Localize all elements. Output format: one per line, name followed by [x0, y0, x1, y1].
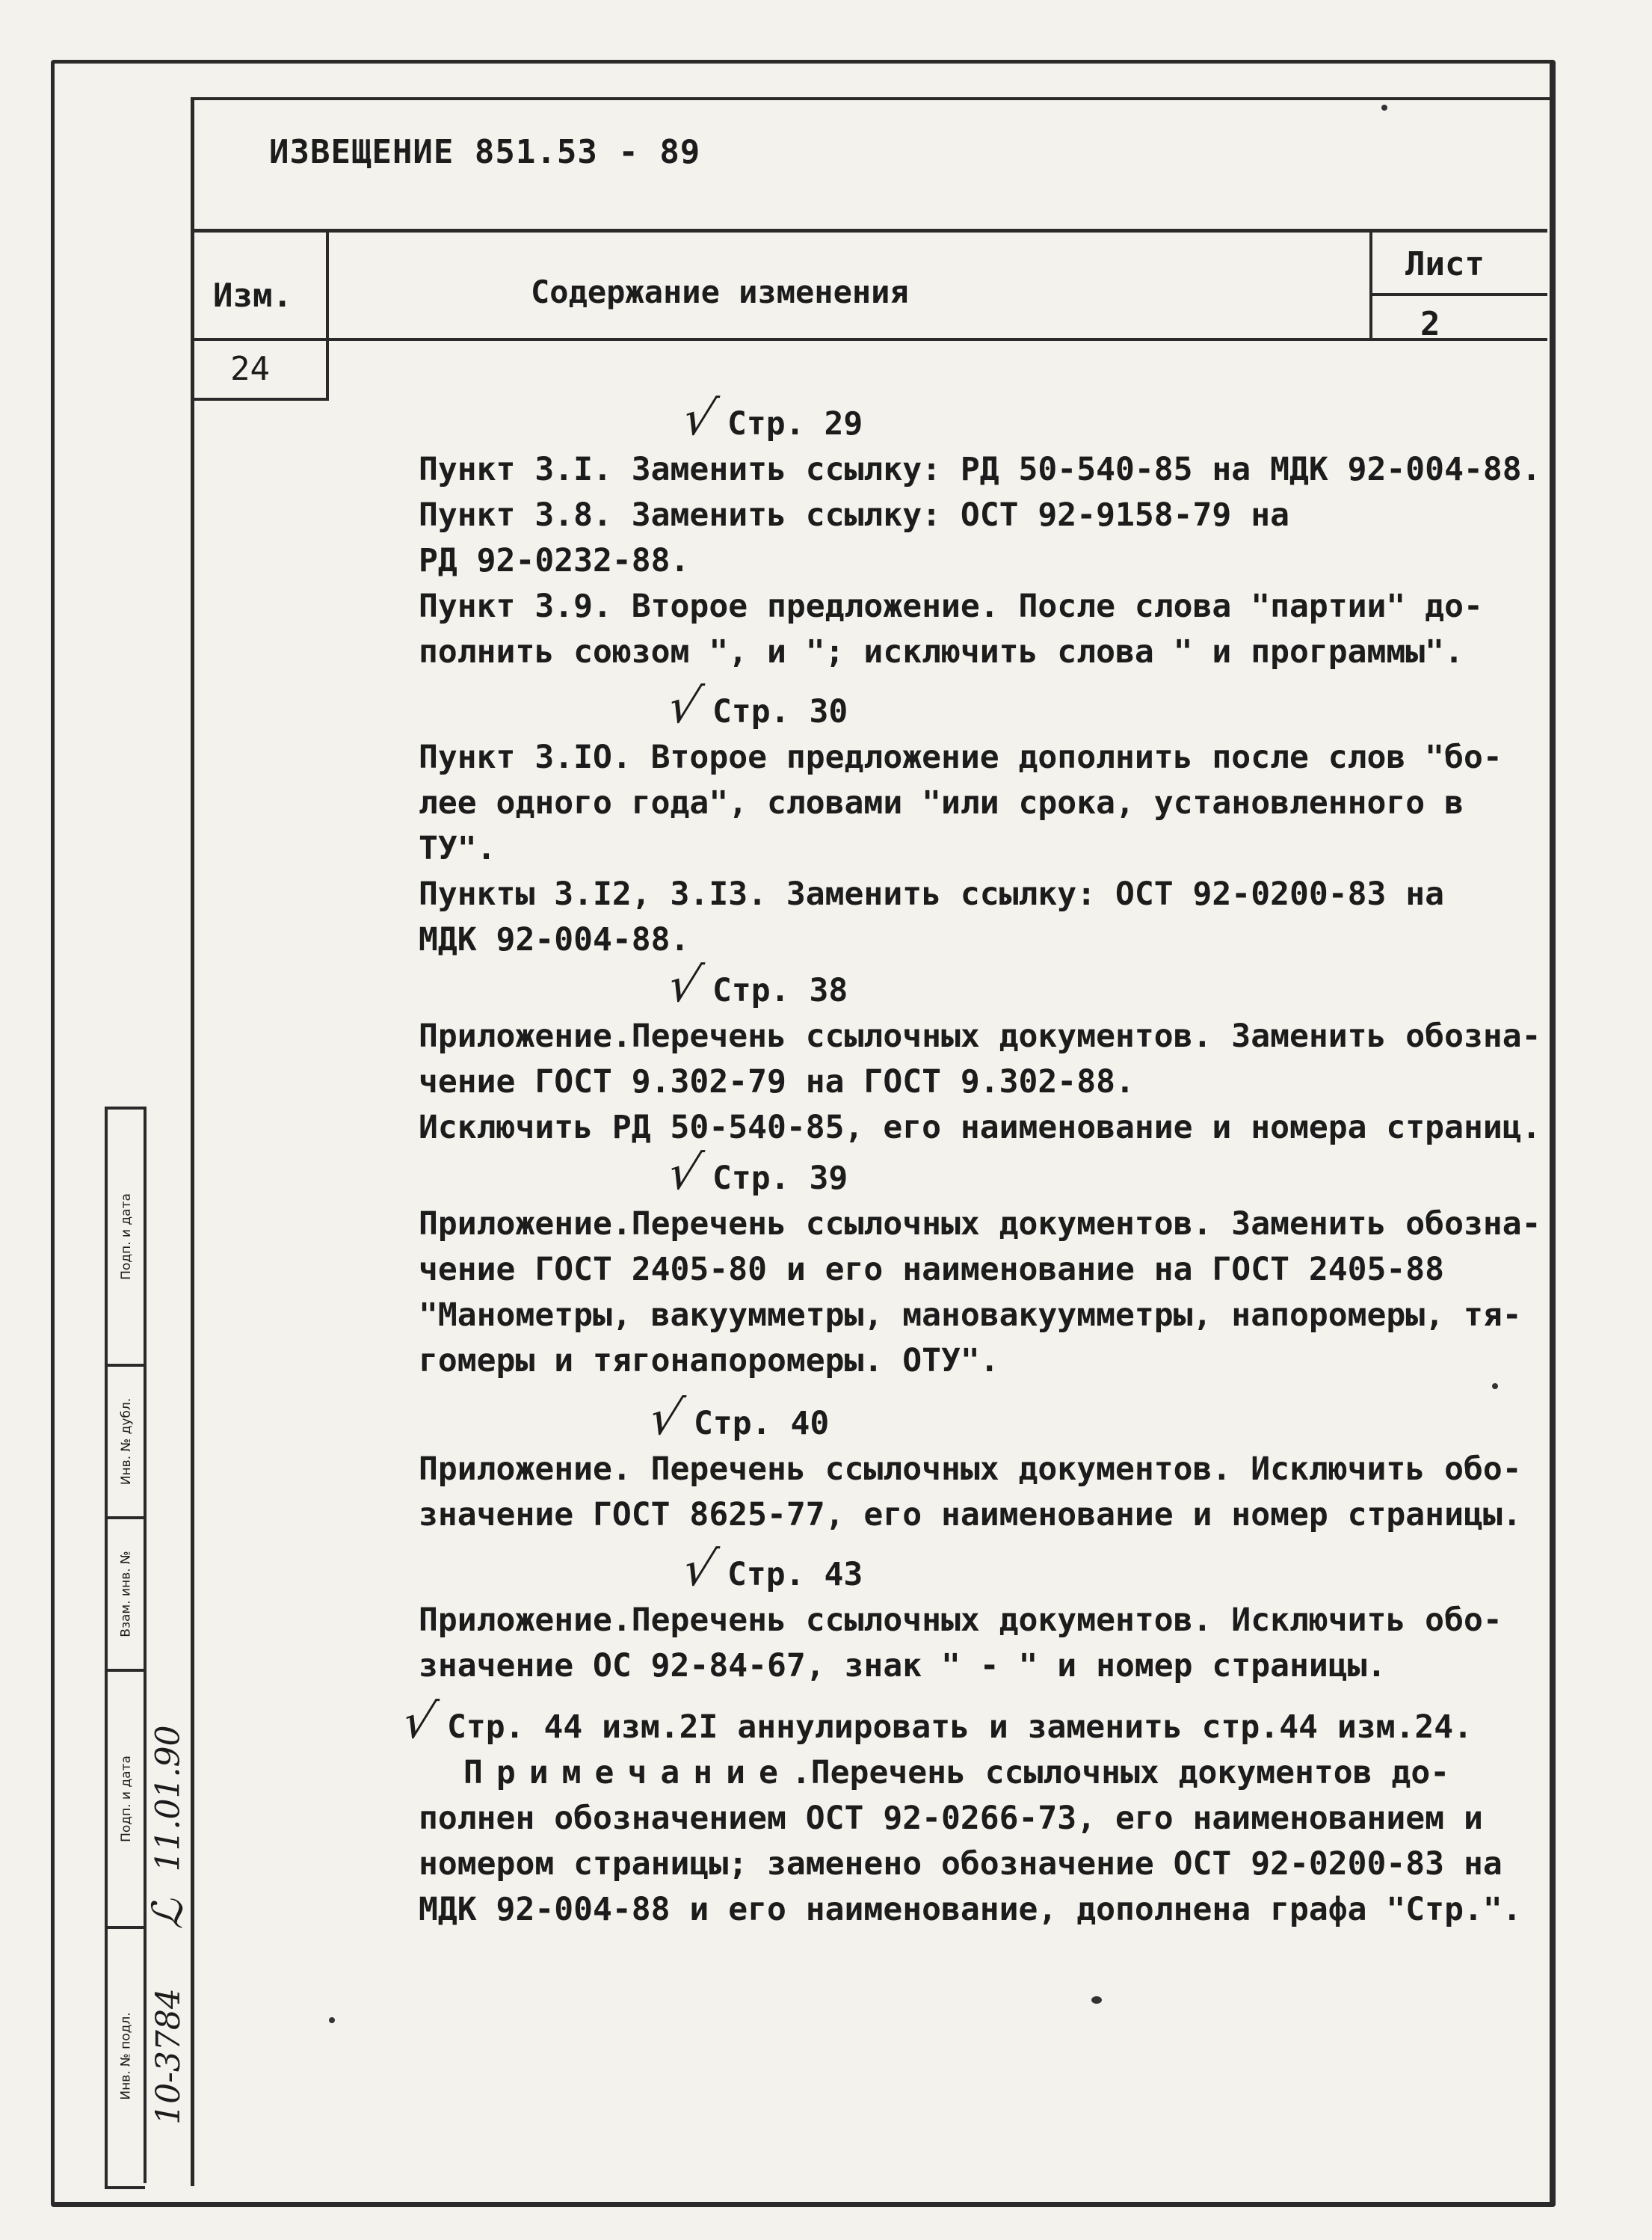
notice-title: ИЗВЕЩЕНИЕ 851.53 - 89: [269, 133, 701, 171]
scan-speck: [1091, 1996, 1102, 2004]
content-line: Пункты 3.I2, 3.I3. Заменить ссылку: ОСТ 92-0200-83 на: [419, 876, 1445, 913]
content-line: чение ГОСТ 2405-80 и его наименование на ГОСТ 2405-88: [419, 1251, 1445, 1288]
change-content: [396, 391, 1541, 1933]
content-line: чение ГОСТ 9.302-79 на ГОСТ 9.302-88.: [419, 1063, 1135, 1101]
handwritten-inventory-number: 10-3784: [149, 1987, 188, 2125]
sheet-cell-divider: [1369, 293, 1547, 296]
content-line: Пункт 3.9. Второе предложение. После слова "партии" до-: [419, 588, 1483, 625]
content-line: значение ОС 92-84-67, знак " - " и номер страницы.: [419, 1647, 1387, 1684]
content-line: Приложение.Перечень ссылочных документов. Заменить обозна-: [419, 1018, 1541, 1055]
handwritten-date: 11.01.90: [149, 1725, 188, 1871]
content-line: Исключить РД 50-540-85, его наименование и номера страниц.: [419, 1109, 1541, 1146]
header-content-label: Содержание изменения: [531, 274, 909, 310]
header-sheet-label: Лист: [1405, 245, 1485, 283]
stamp-field-orig-inv: Инв. № подл.: [119, 2012, 135, 2100]
content-line: значение ГОСТ 8625-77, его наименование и номер страницы.: [419, 1496, 1522, 1533]
content-line: Пункт 3.8. Заменить ссылку: ОСТ 92-9158-79 на: [419, 496, 1289, 534]
page-ref-39: √ Стр. 39: [662, 1145, 848, 1201]
content-line: Пункт 3.IO. Второе предложение дополнить после слов "бо-: [419, 739, 1502, 776]
scan-speck: [329, 2017, 335, 2023]
page-ref-30: √ Стр. 30: [662, 679, 848, 734]
note-line: Примечание.Перечень ссылочных документов до-: [463, 1754, 1450, 1791]
content-line: полнить союзом ", и "; исключить слова " и программы".: [419, 633, 1464, 671]
content-line: Приложение.Перечень ссылочных документов. Исключить обо-: [419, 1601, 1502, 1639]
check-mark: √: [643, 1391, 688, 1446]
scan-speck: [1381, 105, 1387, 111]
content-line: √ Стр. 44 изм.2I аннулировать и заменить стр.44 изм.24.: [396, 1694, 1473, 1750]
note-word: Примечание: [463, 1754, 792, 1791]
check-mark: √: [396, 1694, 442, 1750]
page-ref-40: √ Стр. 40: [643, 1391, 830, 1446]
change-number: 24: [230, 350, 270, 388]
stamp-field-replace-inv: Взам. инв. №: [108, 1519, 145, 1672]
page-ref-29: √ Стр. 29: [676, 391, 863, 446]
content-line: МДК 92-004-88 и его наименование, дополнена графа "Стр.".: [419, 1891, 1522, 1928]
content-line: МДК 92-004-88.: [419, 921, 690, 959]
header-divider: [191, 229, 1547, 233]
stamp-field-dup-inv: Инв. № дубл.: [108, 1367, 145, 1519]
content-line: Пункт 3.I. Заменить ссылку: РД 50-540-85 на МДК 92-004-88.: [419, 451, 1541, 488]
content-line: номером страницы; заменено обозначение ОСТ 92-0200-83 на: [419, 1845, 1502, 1883]
content-line: Приложение.Перечень ссылочных документов. Заменить обозна-: [419, 1205, 1541, 1243]
content-line: гомеры и тягонапоромеры. ОТУ".: [419, 1342, 999, 1379]
header-col-divider-2: [1369, 229, 1372, 341]
content-line: лее одного года", словами "или срока, установленного в: [419, 784, 1464, 822]
content-line: РД 92-0232-88.: [419, 542, 690, 579]
stamp-field-sign-date-1: Подп. и дата: [108, 1110, 145, 1367]
check-mark: √: [662, 958, 707, 1013]
sheet-number: 2: [1420, 305, 1440, 343]
side-stamp: [105, 1107, 145, 2189]
handwritten-signature-icon: ℒ: [144, 1898, 193, 1930]
content-line: "Манометры, вакуумметры, мановакуумметры, напоромеры, тя-: [419, 1296, 1522, 1334]
scan-speck: [1492, 1383, 1498, 1389]
header-col-divider-1: [326, 229, 329, 401]
page-ref-38: √ Стр. 38: [662, 958, 848, 1013]
stamp-field-sign-date-2: Подп. и дата: [108, 1672, 145, 1929]
check-mark: √: [676, 391, 722, 446]
change-cell-bottom: [191, 398, 329, 401]
content-line: полнен обозначением ОСТ 92-0266-73, его наименованием и: [419, 1800, 1483, 1837]
content-line: ТУ".: [419, 830, 496, 867]
check-mark: √: [662, 1145, 707, 1201]
content-line: Приложение. Перечень ссылочных документов. Исключить обо-: [419, 1450, 1522, 1488]
check-mark: √: [662, 679, 707, 734]
header-change-label: Изм.: [213, 277, 292, 315]
check-mark: √: [676, 1542, 722, 1597]
header-row-divider: [191, 338, 1547, 341]
page-ref-43: √ Стр. 43: [676, 1542, 863, 1597]
